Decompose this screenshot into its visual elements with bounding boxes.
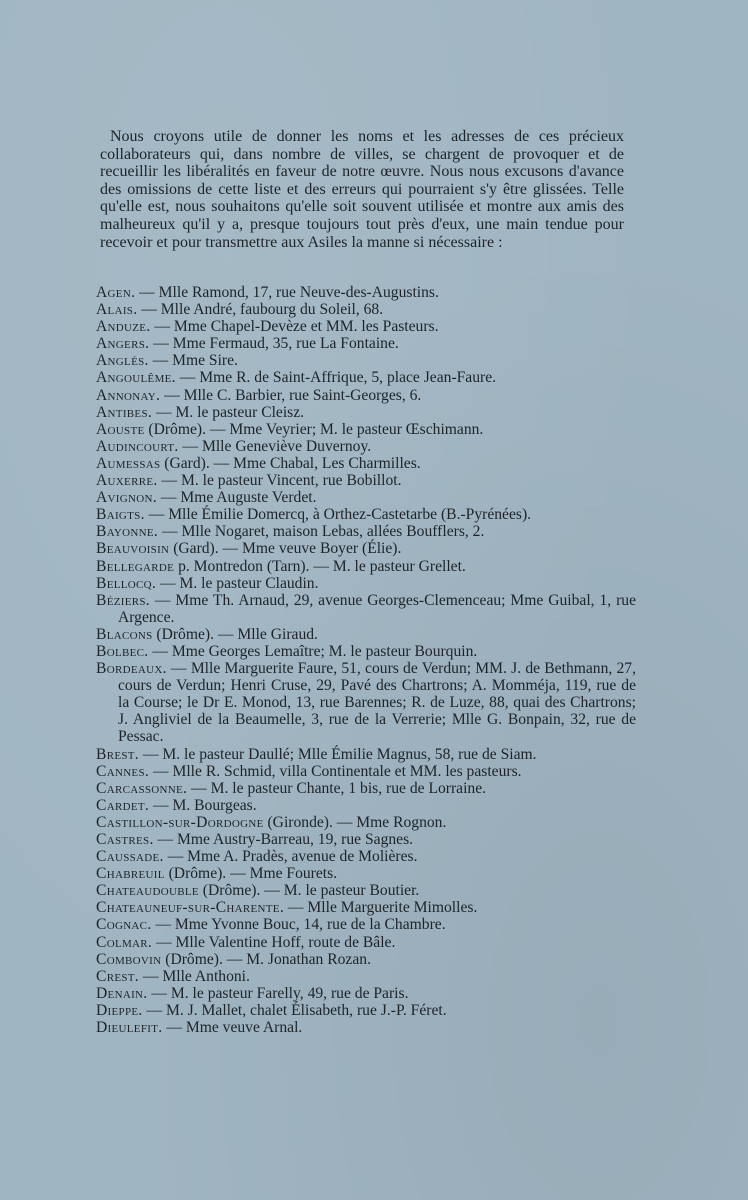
entry-details: — Mme A. Pradès, avenue de Molières.	[163, 848, 418, 866]
list-item	[96, 489, 636, 506]
entry-details: — Mlle André, faubourg du Soleil, 68.	[137, 301, 384, 319]
list-item	[96, 746, 636, 763]
city-name: Cannes.	[96, 762, 150, 780]
city-name: Beauvoisin	[96, 540, 170, 558]
city-name: Angers.	[96, 335, 150, 353]
entry-details: — M. J. Mallet, chalet Élisabeth, rue J.-P. Féret.	[142, 1001, 447, 1019]
city-name: Chateaudouble	[96, 882, 199, 900]
list-item	[96, 1019, 636, 1036]
list-item	[96, 335, 636, 352]
entry-details: (Drôme). — M. le pasteur Boutier.	[198, 882, 420, 900]
entry-details: — Mme Yvonne Bouc, 14, rue de la Chambre.	[151, 916, 446, 934]
correspondents-list	[96, 284, 636, 1036]
entry-details: — Mlle Marguerite Mimolles.	[284, 899, 478, 917]
entry-details: — Mme Georges Lemaître; M. le pasteur Bourquin.	[148, 642, 478, 660]
entry-details: — Mlle C. Barbier, rue Saint-Georges, 6.	[160, 386, 422, 404]
list-item	[96, 506, 636, 523]
list-item	[96, 951, 636, 968]
city-name: Bayonne.	[96, 523, 159, 541]
list-item	[96, 848, 636, 865]
city-name: Cardet.	[96, 796, 150, 814]
list-item	[96, 318, 636, 335]
city-name: Castillon-sur-Dordogne	[96, 813, 264, 831]
entry-details: (Drôme). — Mme Veyrier; M. le pasteur Œschimann.	[144, 420, 484, 438]
list-item	[96, 455, 636, 472]
city-name: Alais.	[96, 301, 138, 319]
list-item	[96, 899, 636, 916]
city-name: Bordeaux.	[96, 660, 167, 678]
city-name: Crest.	[96, 967, 139, 985]
list-item	[96, 865, 636, 882]
list-item	[96, 284, 636, 301]
list-item	[96, 660, 636, 745]
city-name: Caussade.	[96, 848, 164, 866]
entry-details: — Mlle Nogaret, maison Lebas, allées Boufflers, 2.	[158, 523, 485, 541]
city-name: Castres.	[96, 831, 154, 848]
city-name: Colmar.	[96, 933, 153, 951]
entry-details: (Gard). — Mme veuve Boyer (Élie).	[169, 540, 402, 558]
city-name: Bellocq.	[96, 574, 157, 592]
list-item	[96, 916, 636, 933]
list-item	[96, 882, 636, 899]
list-item	[96, 985, 636, 1002]
city-name: Avignon.	[96, 489, 157, 507]
entry-details: — Mlle Marguerite Faure, 51, cours de Verdun; MM. J. de Bethmann, 27, cours de Verdun; Henri Cruse, 29, Pavé des Chartrons; A. Momméja, 119, rue de la Course; le Dr E. Monod, 13, rue Barennes; R. de Luze, 88, quai des Chartrons; J. Angliviel de la Beaumelle, 3, rue de la Verrerie; Mlle G. Bonpain, 32, rue de Pessac.	[118, 660, 636, 746]
city-name: Antibes.	[96, 403, 153, 421]
entry-details: (Gard). — Mme Chabal, Les Charmilles.	[160, 454, 421, 472]
entry-details: — Mme Chapel-Devèze et MM. les Pasteurs.	[150, 318, 439, 336]
list-item	[96, 831, 636, 848]
city-name: Carcassonne.	[96, 779, 188, 797]
entry-details: p. Montredon (Tarn). — M. le pasteur Grellet.	[174, 557, 466, 575]
city-name: Angoulême.	[96, 369, 176, 387]
city-name: Dieulefit.	[96, 1019, 163, 1037]
entry-details: — M. le pasteur Vincent, rue Bobillot.	[157, 472, 402, 490]
entry-details: — M. le pasteur Daullé; Mlle Émilie Magnus, 58, rue de Siam.	[139, 745, 537, 763]
entry-details: — M. le pasteur Claudin.	[156, 574, 319, 592]
list-item	[96, 626, 636, 643]
city-name: Baigts.	[96, 506, 145, 524]
city-name: Audincourt.	[96, 437, 179, 455]
city-name: Chateauneuf-sur-Charente.	[96, 899, 285, 917]
city-name: Aouste	[96, 420, 145, 438]
entry-details: — Mme Auguste Verdet.	[156, 489, 317, 507]
city-name: Béziers.	[96, 591, 150, 609]
city-name: Agen.	[96, 284, 136, 301]
list-item	[96, 643, 636, 660]
list-item	[96, 592, 636, 626]
entry-details: — Mlle R. Schmid, villa Continentale et MM. les pasteurs.	[149, 762, 522, 780]
list-item	[96, 540, 636, 557]
city-name: Brest.	[96, 745, 139, 763]
list-item	[96, 438, 636, 455]
entry-details: — Mme Fermaud, 35, rue La Fontaine.	[149, 335, 399, 353]
city-name: Combovin	[96, 950, 162, 968]
list-item	[96, 301, 636, 318]
entry-details: — M. le pasteur Cleisz.	[152, 403, 305, 421]
entry-details: — Mlle Émilie Domercq, à Orthez-Castetarbe (B.-Pyrénées).	[144, 506, 532, 524]
entry-details: (Drôme). — M. Jonathan Rozan.	[161, 950, 371, 968]
city-name: Auxerre.	[96, 472, 158, 490]
list-item	[96, 968, 636, 985]
list-item	[96, 472, 636, 489]
entry-details: — Mme Th. Arnaud, 29, avenue Georges-Clemenceau; Mme Guibal, 1, rue Argence.	[118, 591, 636, 626]
city-name: Blacons	[96, 625, 153, 643]
city-name: Bellegarde	[96, 557, 175, 575]
city-name: Bolbec.	[96, 642, 149, 660]
list-item	[96, 780, 636, 797]
list-item	[96, 1002, 636, 1019]
city-name: Anglès.	[96, 352, 149, 370]
entry-details: (Gironde). — Mme Rognon.	[263, 813, 447, 831]
city-name: Annonay.	[96, 386, 161, 404]
list-item	[96, 814, 636, 831]
entry-details: — M. le pasteur Chante, 1 bis, rue de Lorraine.	[187, 779, 487, 797]
entry-details: — Mlle Geneviève Duvernoy.	[178, 437, 372, 455]
list-item	[96, 421, 636, 438]
list-item	[96, 352, 636, 369]
entry-details: — Mme Sire.	[148, 352, 238, 370]
list-item	[96, 763, 636, 780]
city-name: Aumessas	[96, 454, 161, 472]
list-item	[96, 797, 636, 814]
entry-details: — Mlle Anthoni.	[139, 967, 250, 985]
city-name: Anduze.	[96, 318, 151, 336]
entry-details: — Mme R. de Saint-Affrique, 5, place Jean-Faure.	[175, 369, 497, 387]
list-item	[96, 523, 636, 540]
city-name: Cognac.	[96, 916, 152, 934]
city-name: Chabreuil	[96, 865, 165, 883]
entry-details: (Drôme). — Mlle Giraud.	[152, 625, 318, 643]
list-item	[96, 404, 636, 421]
city-name: Denain.	[96, 984, 148, 1002]
entry-details: — M. Bourgeas.	[149, 796, 257, 814]
list-item	[96, 575, 636, 592]
list-item	[96, 558, 636, 575]
intro-paragraph: Nous croyons utile de donner les noms et les adresses de ces précieux collaborateurs qui, dans nombre de villes, se chargent de provoquer et de recueillir les libéralités en faveur de notre œuvre. Nous nous excusons d'avance des omissions de cette liste et des erreurs qui pourraient s'y être glissées. Telle qu'elle est, nous souhaitons qu'elle soit souvent utilisée et montre aux amis des malheureux qu'il y a, presque toujours tout près d'eux, une main tendue pour recevoir et pour transmettre aux Asiles la manne si nécessaire :	[100, 128, 624, 251]
list-item	[96, 369, 636, 386]
entry-details: (Drôme). — Mme Fourets.	[164, 865, 338, 883]
list-item	[96, 387, 636, 404]
entry-details: — M. le pasteur Farelly, 49, rue de Paris.	[147, 984, 409, 1002]
entry-details: — Mlle Valentine Hoff, route de Bâle.	[152, 933, 396, 951]
entry-details: — Mme Austry-Barreau, 19, rue Sagnes.	[153, 831, 414, 848]
list-item	[96, 934, 636, 951]
entry-details: — Mlle Ramond, 17, rue Neuve-des-Augustins.	[135, 284, 439, 301]
entry-details: — Mme veuve Arnal.	[162, 1019, 303, 1037]
city-name: Dieppe.	[96, 1001, 143, 1019]
